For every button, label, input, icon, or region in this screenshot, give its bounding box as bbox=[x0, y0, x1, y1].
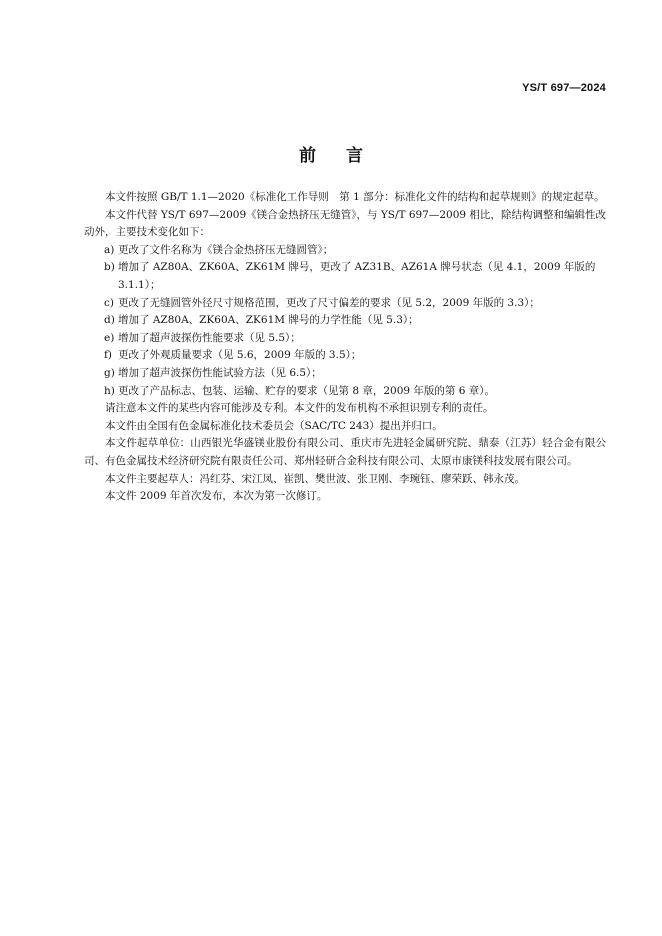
list-marker: f) bbox=[104, 349, 112, 362]
list-item bbox=[84, 330, 606, 348]
paragraph-history: 本文件 2009 年首次发布，本次为第一次修订。 bbox=[105, 490, 328, 503]
list-item-text: 更改了产品标志、包装、运输、贮存的要求（见第 8 章，2009 年版的第 6 章）。 bbox=[118, 384, 496, 397]
list-marker: c) bbox=[104, 296, 114, 309]
list-item-text: 更改了外观质量要求（见 5.6，2009 年版的 3.5）； bbox=[118, 349, 362, 362]
list-item bbox=[84, 295, 606, 313]
list-marker: d) bbox=[104, 314, 115, 327]
paragraph-replacement-note: 本文件代替 YS/T 697—2009《镁合金热挤压无缝管》，与 YS/T 697—2009 相比，除结构调整和编辑性改动外，主要技术变化如下： bbox=[84, 208, 606, 239]
list-item bbox=[84, 259, 606, 294]
list-item bbox=[84, 383, 606, 401]
paragraph-drafting-basis: 本文件按照 GB/T 1.1—2020《标准化工作导则 第 1 部分：标准化文件的结构和起草规则》的规定起草。 bbox=[105, 191, 605, 203]
standard-number: YS/T 697—2024 bbox=[522, 82, 606, 94]
list-item-text: 增加了超声波探伤性能要求（见 5.5）； bbox=[118, 331, 301, 344]
list-marker: h) bbox=[104, 384, 115, 397]
list-item-text: 更改了无缝圆管外径尺寸规格范围，更改了尺寸偏差的要求（见 5.2，2009 年版的 3.3）； bbox=[118, 296, 540, 309]
page-title: 前言 bbox=[299, 146, 393, 166]
paragraph-drafters: 本文件主要起草人：冯红芬、宋江凤、崔凯、樊世波、张卫刚、李琬钰、廖荣跃、韩永茂。 bbox=[105, 472, 525, 485]
list-item-text: 增加了 AZ80A、ZK60A、ZK61M 牌号的力学性能（见 5.3）； bbox=[118, 314, 419, 327]
list-item-text: 更改了文件名称为《镁合金热挤压无缝圆管》； bbox=[118, 243, 334, 256]
list-item bbox=[84, 312, 606, 330]
document-body bbox=[84, 189, 606, 506]
paragraph-proposer: 本文件由全国有色金属标准化技术委员会（SAC/TC 243）提出并归口。 bbox=[105, 419, 443, 432]
paragraph-drafting-units: 本文件起草单位：山西银光华盛镁业股份有限公司、重庆市先进轻金属研究院、鼎泰（江苏）轻合金有限公司、有色金属技术经济研究院有限责任公司、郑州轻研合金科技有限公司、太原市康镁科技发展有限公司。 bbox=[84, 437, 606, 467]
list-marker: g) bbox=[104, 366, 115, 379]
list-item bbox=[84, 242, 606, 260]
list-item-text: 增加了超声波探伤性能试验方法（见 6.5）； bbox=[118, 366, 322, 379]
list-marker: e) bbox=[104, 331, 115, 344]
changes-list bbox=[84, 242, 606, 400]
list-item bbox=[84, 347, 606, 365]
list-item bbox=[84, 365, 606, 383]
list-item-text: 增加了 AZ80A、ZK60A、ZK61M 牌号，更改了 AZ31B、AZ61A 牌号状态（见 4.1，2009 年版的 3.1.1）； bbox=[118, 261, 596, 291]
list-marker: b) bbox=[104, 261, 115, 274]
list-marker: a) bbox=[104, 243, 115, 256]
paragraph-patent-notice: 请注意本文件的某些内容可能涉及专利。本文件的发布机构不承担识别专利的责任。 bbox=[105, 402, 494, 415]
